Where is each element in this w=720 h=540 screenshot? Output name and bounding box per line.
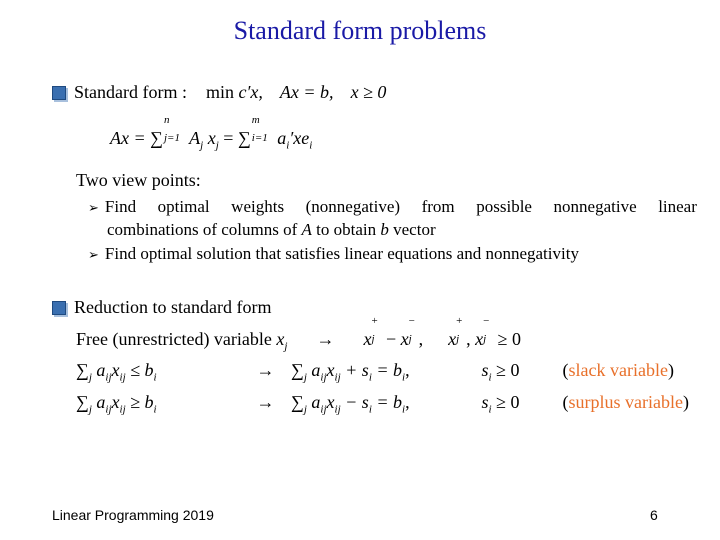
arrow-bullet-icon: ➢	[88, 201, 99, 216]
slack-var: s	[481, 360, 489, 380]
paren-close: )	[682, 392, 689, 412]
comma: ,	[405, 392, 410, 412]
paren-open: (	[562, 360, 569, 380]
paren-open: (	[562, 392, 569, 412]
equals-b: = b	[376, 360, 403, 380]
sum-symbol: ∑	[76, 360, 89, 380]
viewpoint-1-line1: Find optimal weights (nonnegative) from possible nonnegative linear	[104, 197, 697, 216]
square-bullet-icon	[52, 86, 66, 100]
coef-a: a	[311, 392, 321, 412]
surplus-var: s	[481, 392, 489, 412]
coef-a: a	[96, 360, 106, 380]
sum-sub: j	[88, 403, 92, 416]
sum-sub: j	[303, 371, 307, 384]
x-minus-sup: −	[408, 315, 415, 327]
var-x: x	[111, 360, 120, 380]
surplus-row	[76, 392, 689, 416]
sum-sub: j	[303, 403, 307, 416]
minus-surplus: − s	[345, 392, 369, 412]
term-a: a	[277, 128, 287, 148]
term-A-sub: j	[200, 139, 204, 152]
surplus-variable-label: surplus variable	[568, 392, 683, 412]
nonnegativity-constraint: x ≥ 0	[350, 82, 387, 102]
term-x: x	[207, 128, 216, 148]
sum-symbol: ∑	[291, 360, 304, 380]
free-variable-row	[76, 315, 522, 353]
var-x: x	[326, 392, 335, 412]
paren-close: )	[667, 360, 674, 380]
var-x-sub: ij	[334, 371, 341, 384]
cond-nonneg: ≥ 0	[497, 329, 522, 349]
sum-symbol: ∑	[76, 392, 89, 412]
viewpoint-1-matrix-A: A	[301, 220, 312, 239]
arrow-bullet-icon: ➢	[88, 248, 99, 263]
b-sub: i	[402, 371, 406, 384]
cond-x-minus-sub: j	[483, 333, 487, 345]
comma: ,	[418, 329, 424, 349]
square-bullet-icon	[52, 301, 66, 315]
viewpoint-1-text-a: combinations of columns of	[107, 220, 298, 239]
slack-variable-label: slack variable	[568, 360, 668, 380]
cond-x-plus: x	[448, 329, 457, 349]
x-plus-sub: j	[371, 333, 375, 345]
sum-sub: j	[88, 371, 92, 384]
sum-upper: n	[163, 114, 170, 126]
rel-sub: i	[153, 403, 157, 416]
equals: =	[223, 128, 234, 148]
term-x-sub: j	[215, 139, 219, 152]
var-x-sub: ij	[119, 403, 126, 416]
viewpoint-1-text-c: vector	[393, 220, 436, 239]
sum-symbol: ∑	[291, 392, 304, 412]
sum-symbol: ∑	[150, 128, 163, 148]
equals-b: = b	[376, 392, 403, 412]
x-minus: x	[400, 329, 409, 349]
equality-constraint: Ax = b,	[279, 82, 334, 102]
rel-le: ≤ b	[130, 360, 154, 380]
coef-a-sub: ij	[105, 403, 112, 416]
cond-comma: ,	[466, 329, 471, 349]
slack-row	[76, 360, 674, 384]
var-x: x	[111, 392, 120, 412]
surplus-nonneg: ≥ 0	[496, 392, 520, 412]
term-A: A	[189, 128, 201, 148]
footer-course-name: Linear Programming 2019	[52, 507, 214, 523]
column-sum-formula	[110, 114, 313, 152]
coef-a: a	[96, 392, 106, 412]
page-number: 6	[650, 507, 658, 523]
coef-a-sub: ij	[320, 371, 327, 384]
rel-ge: ≥ b	[130, 392, 154, 412]
minus-sign: −	[385, 329, 397, 349]
surplus-var-sub: i	[488, 403, 492, 416]
reduction-heading: Reduction to standard form	[74, 297, 272, 317]
viewpoint-1-vector-b: b	[380, 220, 389, 239]
slide-title: Standard form problems	[233, 16, 487, 45]
objective: c′x,	[238, 82, 263, 102]
term-xe-sub: i	[309, 139, 313, 152]
var-x-sub: ij	[334, 403, 341, 416]
rel-sub: i	[153, 371, 157, 384]
term-xe: ′xe	[289, 128, 310, 148]
viewpoint-1-line2	[107, 220, 436, 240]
term-a-sub: i	[286, 139, 290, 152]
free-var-x: x	[276, 329, 285, 349]
free-variable-text: Free (unrestricted) variable	[76, 329, 272, 349]
var-x-sub: ij	[119, 371, 126, 384]
min-keyword: min	[205, 82, 234, 102]
cond-x-plus-sup: +	[456, 315, 463, 327]
sum2-upper: m	[251, 114, 260, 126]
slack-var-sub: i	[488, 371, 492, 384]
b-sub: i	[402, 403, 406, 416]
x-plus-sup: +	[371, 315, 378, 327]
plus-slack: + s	[345, 360, 369, 380]
slack-nonneg: ≥ 0	[496, 360, 520, 380]
sum2-lower: i=1	[251, 132, 268, 144]
x-minus-sub: j	[408, 333, 412, 345]
cond-x-minus-sup: −	[483, 315, 490, 327]
sum-symbol-2: ∑	[237, 128, 251, 148]
reduction-arrow: →	[256, 360, 275, 380]
viewpoint-1	[88, 197, 697, 217]
coef-a: a	[311, 360, 321, 380]
viewpoint-2-line1: Find optimal solution that satisfies linear equations and nonnegativity	[104, 244, 579, 263]
x-plus: x	[363, 329, 372, 349]
coef-a-sub: ij	[320, 403, 327, 416]
surplus-sub: i	[368, 403, 372, 416]
standard-form-line	[74, 82, 386, 103]
viewpoint-2	[88, 244, 579, 264]
reduction-arrow: →	[256, 392, 275, 412]
slack-sub: i	[368, 371, 372, 384]
var-x: x	[326, 360, 335, 380]
reduction-arrow: →	[316, 329, 335, 349]
viewpoint-1-text-b: to obtain	[316, 220, 377, 239]
comma: ,	[405, 360, 410, 380]
cond-x-minus: x	[475, 329, 484, 349]
standard-form-label: Standard form :	[74, 82, 187, 102]
sum-lower: j=1	[163, 132, 180, 144]
coef-a-sub: ij	[105, 371, 112, 384]
viewpoints-heading: Two view points:	[76, 170, 201, 190]
cond-x-plus-sub: j	[456, 333, 460, 345]
formula-lhs: Ax =	[110, 128, 146, 148]
free-var-x-sub: j	[284, 340, 288, 353]
